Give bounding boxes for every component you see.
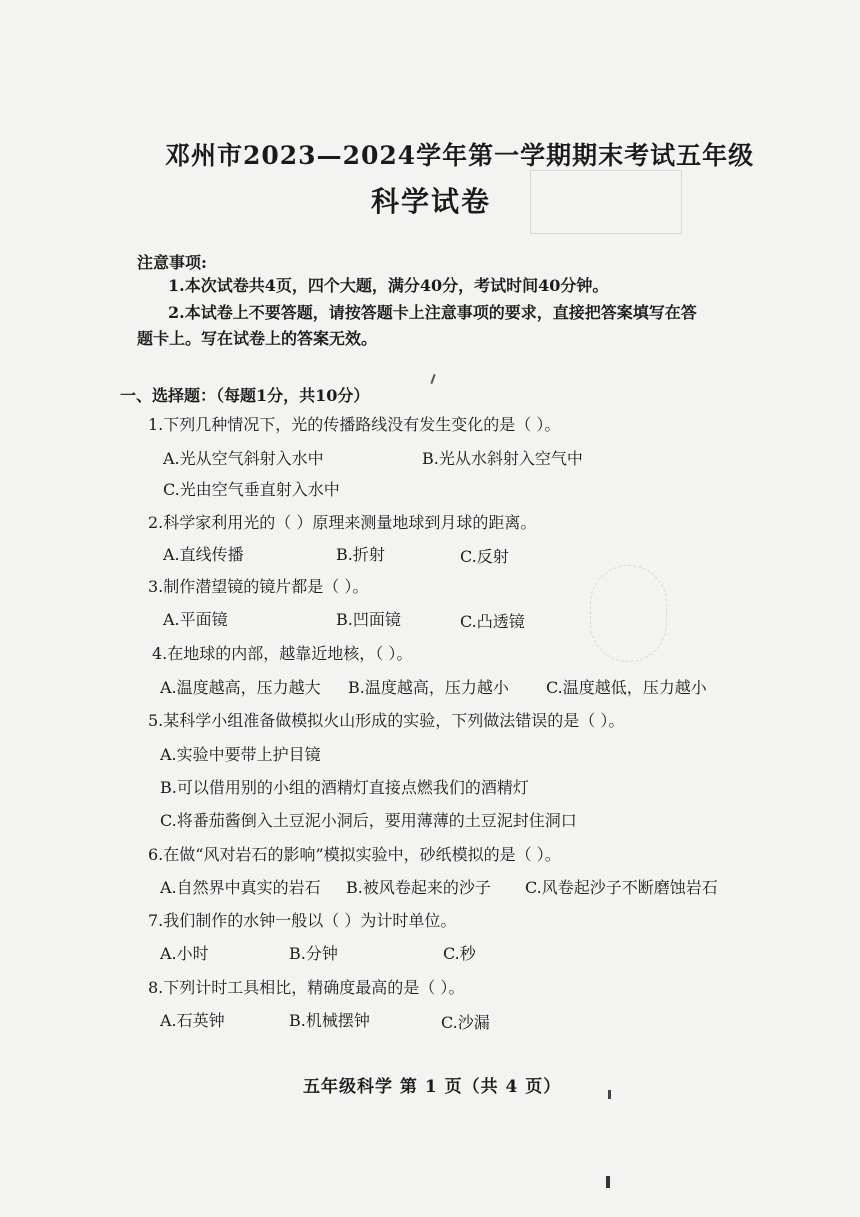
option-b: B.凹面镜 xyxy=(336,610,401,629)
option-c: C.沙漏 xyxy=(441,1013,490,1032)
scan-speck xyxy=(606,1176,610,1188)
option-a: A.直线传播 xyxy=(163,545,244,564)
option-b: B.折射 xyxy=(336,545,385,564)
option-a: A.实验中要带上护目镜 xyxy=(160,745,321,764)
option-a: A.小时 xyxy=(160,944,209,963)
notes-heading: 注意事项: xyxy=(137,253,207,272)
scan-speck xyxy=(608,1090,611,1099)
option-b: B.光从水斜射入空气中 xyxy=(422,449,583,468)
question-stem: 1.下列几种情况下，光的传播路线没有发生变化的是（ ）。 xyxy=(148,415,561,434)
option-a: A.平面镜 xyxy=(163,610,228,629)
option-c: C.将番茄酱倒入土豆泥小洞后，要用薄薄的土豆泥封住洞口 xyxy=(160,811,577,830)
option-c: C.光由空气垂直射入水中 xyxy=(163,480,340,499)
option-b: B.被风卷起来的沙子 xyxy=(346,878,491,897)
page-title: 邓州市2023—2024学年第一学期期末考试五年级 xyxy=(165,141,755,170)
option-c: C.凸透镜 xyxy=(460,612,525,631)
show-through-box xyxy=(530,170,682,234)
option-a: A.温度越高，压力越大 xyxy=(160,678,321,697)
question-stem: 3.制作潜望镜的镜片都是（ ）。 xyxy=(148,577,369,596)
option-a: A.自然界中真实的岩石 xyxy=(160,878,321,897)
option-c: C.温度越低，压力越小 xyxy=(546,678,707,697)
question-stem: 2.科学家利用光的（ ）原理来测量地球到月球的距离。 xyxy=(148,513,537,532)
page-subtitle: 科学试卷 xyxy=(371,185,492,218)
option-c: C.反射 xyxy=(460,547,509,566)
question-stem: 7.我们制作的水钟一般以（ ）为计时单位。 xyxy=(148,911,457,930)
question-stem: 5.某科学小组准备做模拟火山形成的实验，下列做法错误的是（ ）。 xyxy=(148,711,625,730)
question-stem: 8.下列计时工具相比，精确度最高的是（ ）。 xyxy=(148,978,465,997)
page-footer: 五年级科学 第 1 页（共 4 页） xyxy=(303,1077,562,1097)
scan-speck xyxy=(430,374,435,384)
note-item: 题卡上。写在试卷上的答案无效。 xyxy=(137,329,378,348)
section-heading: 一、选择题：（每题1分，共10分） xyxy=(120,386,370,405)
option-c: C.风卷起沙子不断磨蚀岩石 xyxy=(525,878,718,897)
option-b: B.机械摆钟 xyxy=(289,1011,370,1030)
option-b: B.可以借用别的小组的酒精灯直接点燃我们的酒精灯 xyxy=(160,778,529,797)
option-a: A.石英钟 xyxy=(160,1011,225,1030)
note-item: 1.本次试卷共4页，四个大题，满分40分，考试时间40分钟。 xyxy=(168,276,609,295)
option-b: B.温度越高，压力越小 xyxy=(348,678,509,697)
question-stem: 6.在做“风对岩石的影响”模拟实验中，砂纸模拟的是（ ）。 xyxy=(148,845,561,864)
question-stem: 4.在地球的内部，越靠近地核，（ ）。 xyxy=(152,644,413,663)
option-b: B.分钟 xyxy=(289,944,338,963)
option-c: C.秒 xyxy=(443,944,476,963)
option-a: A.光从空气斜射入水中 xyxy=(163,449,324,468)
note-item: 2.本试卷上不要答题，请按答题卡上注意事项的要求，直接把答案填写在答 xyxy=(168,303,697,322)
show-through-sketch xyxy=(590,565,667,662)
